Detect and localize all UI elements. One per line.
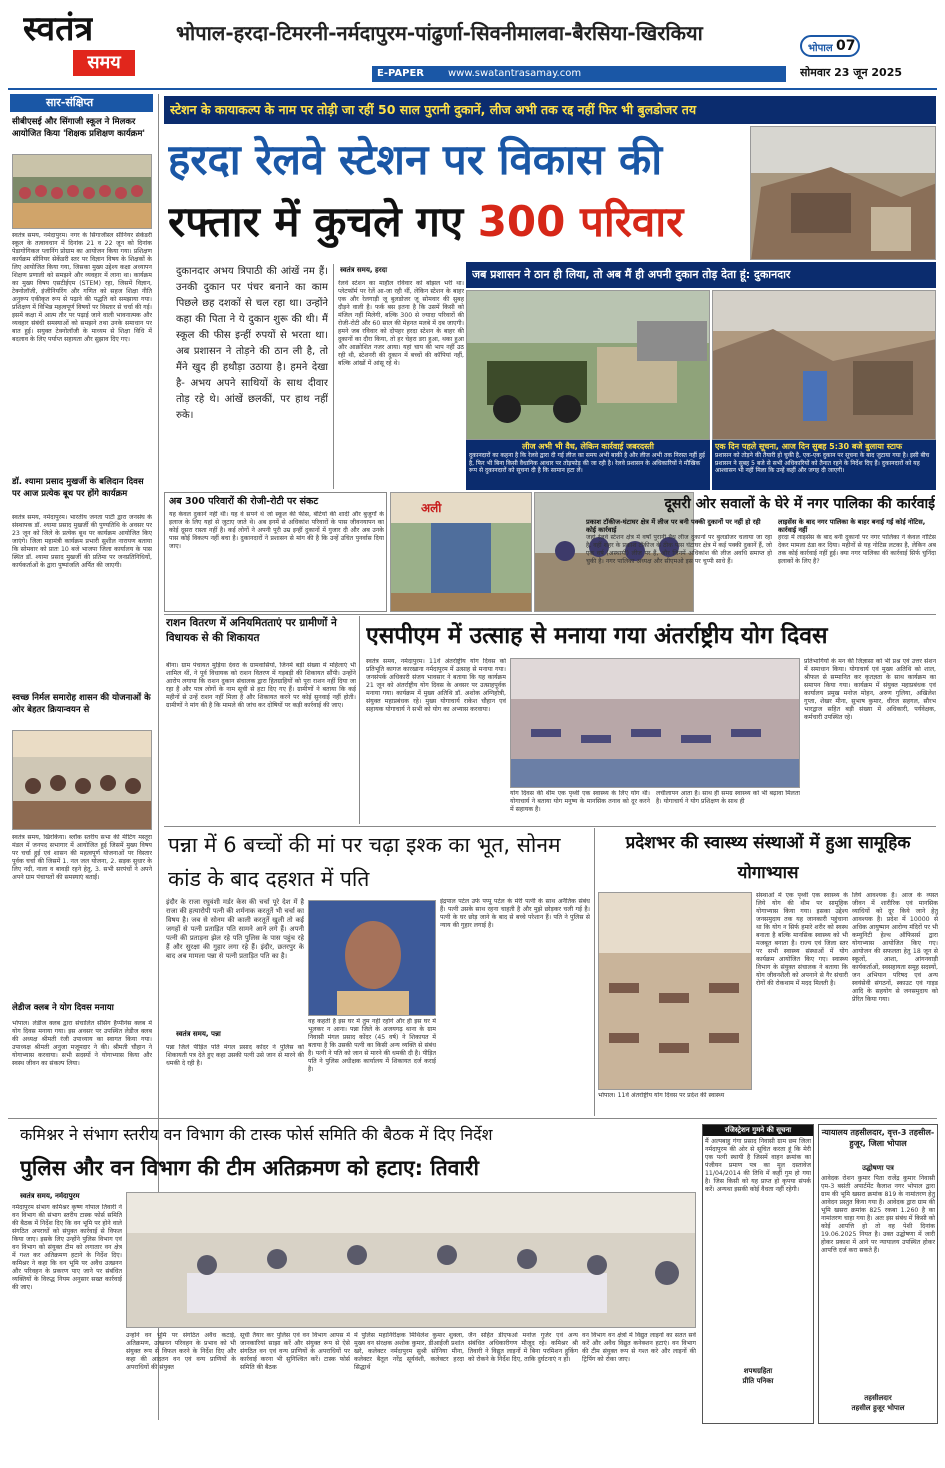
- sidebar-story-3-body: स्वतंत्र समय, खिरकिया। ब्लॉक स्तरीय सभा की मीटिंग मस्तूरा मंडल में जनपद सभागार में आयोजित हुई जिसमें मुख्य विषय पर चर्चा हुई एवं शासन की महत्वपूर्ण योजनाओं पर विस्तार पूर्वक चर्चा की जिसमें 1. नल जल योजना, 2. सड़क सुधार के लिए नदी, नाला व बावड़ी रहने हेतु, 3. सभी सरपंचों ने अपने अपने ग्राम पंचायतों की समस्याएं बताईं।: [12, 834, 152, 881]
- livelihood-body: यह केवल दुकानें नहीं थीं। यह वे सपने थे जो स्कूल की फीस, बेटियों की शादी और बुजुर्गों के इलाज के लिए यहां से जुटाए जाते थे। अब इनमें से अधिकांश परिवारों के पास जीवनयापन का कोई दूसरा रास्ता नहीं है। कई लोगों ने अपनी पूरी उम्र इन्हीं दुकानों में गुजार दी और अब उनके पास कोई विकल्प नहीं बचा है। दुकानदारों ने प्रशासन से मांग की है कि उन्हें उचित पुनर्वास दिया जाए।: [169, 511, 384, 550]
- page-number: 07: [836, 38, 856, 54]
- bulldozer-photo-image: [467, 291, 710, 440]
- livelihood-headline: अब 300 परिवारों की रोजी-रोटी पर संकट: [169, 496, 319, 507]
- panna-body-4: इंद्रपाल पटेल उर्फ पप्पू पटेल के मेरी पत्नी के साथ अनैतिक संबंध हैं। पत्नी उसके साथ रहना चाहती है और मुझे छोड़कर चली गई है। पत्नी के घर छोड़ जाने के बाद से बच्चे परेशान हैं। पति ने पुलिस से न्याय की गुहार लगाई है।: [440, 898, 590, 929]
- lead-photo-top: [750, 126, 936, 260]
- forest-photo: [126, 1192, 696, 1328]
- municipality-col-2-head: लाइसेंस के बाद नगर पालिका के बाहर बनाई गईं कोई नोटिस, कार्रवाई नहीं: [778, 518, 926, 534]
- edition-box: [800, 35, 860, 57]
- panna-photo: [308, 900, 436, 1016]
- livelihood-box: [164, 492, 387, 612]
- municipality-col-2-body: हरदा में लाइसेंस के बाद बनी दुकानों पर नगर पालिका ने केवल नोटिस देकर मामला ठंडा कर दिया। महीनों से यह नोटिस लटका है, लेकिन अब तक कोई कार्रवाई नहीं हुई। क्या नगर पालिका की कार्रवाई सिर्फ चुनिंदा इलाकों के लिए है?: [778, 534, 936, 565]
- lead-photo-banner-text: जब प्रशासन ने ठान ही लिया, तो अब मैं ही अपनी दुकान तोड़ देता हूं: दुकानदार: [472, 268, 791, 281]
- notice-headline: रजिस्ट्रेशन गुमने की सूचना: [703, 1125, 813, 1136]
- section-divider-3: [8, 1118, 937, 1119]
- caption-2-text: प्रशासन को तोड़ने की तैयारी हो चुकी है, एक-एक दुकान पर सूचना के बाद जुटाया गया है। इसी बीच प्रशासन ने सुबह 5 बजे से सभी अधिकारियों को तैनात रहने के निर्देश दिए हैं। दुकानदारों को यह आश्वासन भी नहीं मिला कि उन्हें कहीं और जगह दी जाएगी।: [715, 452, 930, 474]
- sidebar-header: सार-संक्षिप्त: [10, 94, 153, 112]
- yoga-hall-photo-image: [511, 659, 800, 788]
- city-list: भोपाल-हरदा-टिमरनी-नर्मदापुरम-पांढुर्णा-सिवनीमालवा-बैरसिया-खिरकिया: [176, 21, 703, 45]
- registration-notice: [702, 1124, 814, 1424]
- court-sign-1: तहसीलदार: [864, 1394, 892, 1402]
- health-col-2: लिये आवश्यक है। आज के व्यस्त जीवन में शारीरिक एवं मानसिक व्याधियों को दूर किये जाने हेतु आवश्यक है। प्रदेश में 10000 से अधिक आयुष्मान आरोग्य मंदिरों पर भी कम्युनिटी हेल्थ ऑफिसर्स द्वारा योगाभ्यास आयोजित किए गए। आयोजन की सफलता हेतु 18 जून से स्कूलों, आशा, आंगनवाड़ी कार्यकर्ताओं, स्वसहायता समूह सदस्यों, जन अभियान परिषद एवं अन्य स्वयंसेवी संगठनों, स्काउट एवं गाइड आदि के सहयोग से जनसमुदाय को प्रेरित किया गया।: [852, 892, 938, 1003]
- health-body: संस्थाओं में एक पृथ्वी एक स्वास्थ्य के लिये योग की थीम पर सामूहिक योगाभ्यास किया गया। इसका उद्देश्य जनसमुदाय तक यह जानकारी पहुंचाना था कि योग न सिर्फ हमारे शरीर को स्वस्थ बनाता है बल्कि मानसिक स्वास्थ्य को भी मजबूत बनाता है। राज्य एवं जिला स्तर पर सभी स्वास्थ्य संस्थाओं में योग कार्यक्रम आयोजित किए गए। स्वास्थ्य विभाग के संयुक्त संचालक ने बताया कि योग जीवनशैली को अपनाने से गैर संचारी रोगों की रोकथाम में मदद मिलती है।: [756, 892, 848, 987]
- yoga-body: स्वतंत्र समय, नर्मदापुरम। 11वें अंतर्राष्ट्रीय योग दिवस को प्रतिभूति कागज कारखाना नर्मदापुरम में उत्साह से मनाया गया। जनसंपर्क अधिकारी संजय भावसार ने बताया कि यह कार्यक्रम 21 जून को अंतर्राष्ट्रीय योग दिवस के अवसर पर उत्साहपूर्वक मनाया गया। कार्यक्रम में मुख्य अतिथि डॉ. अशोक अग्निहोत्री, संयुक्त महाप्रबंधक रहे। मुख्य योगाचार्य राकेश चौहान एवं सहायक योगाचार्य ने सभी को योग का अभ्यास करवाया।: [366, 658, 506, 713]
- website-link[interactable]: www.swatantrasamay.com: [448, 68, 582, 79]
- caption-1-text: दुकानदारों का कहना है कि रेलवे द्वारा दी गई लीज का समय अभी बाकी है और लीज अभी तक निरस्त नहीं हुई है, फिर भी बिना किसी वैधानिक आधार पर तोड़फोड़ की जा रही है। रेलवे प्रशासन के अधिकारियों ने मौखिक रूप से दुकानदारों को सूचना दी है कि सामान हटा लें।: [469, 452, 705, 474]
- lead-byline: स्वतंत्र समय, हरदा: [340, 266, 388, 274]
- ration-divider: [359, 616, 360, 824]
- sidebar-story-1-headline: सीबीएसई और सिंगाजी स्कूल ने मिलकर आयोजित किया 'शिक्षक प्रशिक्षण कार्यक्रम': [12, 117, 146, 139]
- municipality-col-1-body: जहां रेलवे स्टेशन क्षेत्र में वर्षों पुरानी वैध लीज दुकानों पर बुलडोजर चलाया जा रहा है, वहीं शहर के प्रकाश टॉकीज के ठीक पास घंटाघर क्षेत्र में कई पक्की दुकानें हैं, जो एक वर्ष (अस्थायी) लीज पर हैं, और जिनमें अधिकांश की लीज अवधि समाप्त हो चुकी है। नगर पालिका अध्यक्ष और सीएमओ इस पर चुप्पी साधे हैं।: [586, 534, 772, 565]
- court-headline: न्यायालय तहसीलदार, वृत्त-3 तहसील-हुजूर, जिला भोपाल: [821, 1128, 935, 1148]
- shop-sign: अली: [421, 501, 442, 515]
- panna-divider: [594, 828, 595, 1116]
- panna-body-1: इंदौर के राजा रघुवंशी मर्डर केस की चर्चा पूरे देश में है राजा की हत्यारोपी पत्नी की शर्मनाक करतूतें भी चर्चा का विषय है। जब से सोनम की काली करतूतें खुली तो कई जगहों से पत्नी प्रताड़ित पति सामने आने लगे हैं। अपनी पत्नी की प्रताड़ना झेल रहे पति पुलिस के पास पहुंच रहे हैं और सुरक्षा की गुहार लगा रहे हैं। इंदौर, छतरपुर के बाद अब मामला पन्ना से पत्नी प्रताड़ित पति का है।: [166, 898, 304, 960]
- municipality-col-1-head: प्रकाश टॉकीज-घंटाघर क्षेत्र में लीज पर बनी पक्की दुकानों पर नहीं हो रही कोई कार्रवाई: [586, 518, 761, 534]
- sidebar-story-1-photo: [12, 154, 152, 229]
- lead-body: रेलवे स्टेशन का माहौल रविवार को बोझल भरी था। प्लेटफॉर्म पर रेलें आ-जा रही थीं, लेकिन स्टेशन के बाहर एक और रेलगाड़ी जू बुलडोजर जू सोमवार की सुबह दौड़ने वाली है। फर्क बस इतना है कि उसमें किसी को मंजिल नहीं मिलेगी, बल्कि 300 से ज्यादा परिवारों की रोजी-रोटी और 60 साल की मेहनत मलबे में दब जाएगी। हमने जब रविवार को दोपहर हरदा स्टेशन के बाहर की दुकानों का दौरा किया, तो हर चेहरा डरा हुआ, थका हुआ और आक्रोशित नजर आया। यहां चाय की भाप नहीं उठ रही थी, स्टेशनरी की दुकान में बच्चों की कॉपियां नहीं, बल्कि आंखों में आंसू रहे थे।: [338, 280, 464, 367]
- lead-photo-caption-2: [712, 440, 936, 490]
- panna-body-3: वह कहती है इस घर में तुम नहीं रहोगे और ही इस घर में भूलकर न आना। पन्ना जिले के अजयगढ़ थाना के ग्राम निवासी मंगल प्रसाद कोंदर (45 वर्ष) ने शिकायत में बताया है कि उसकी पत्नी का किसी अन्य व्यक्ति से संबंध है। पत्नी ने पति को जान से मारने की धमकी दी है। पीड़ित पति ने पुलिस अधीक्षक कार्यालय में शिकायत दर्ज कराई है।: [308, 1018, 436, 1073]
- masthead: [0, 0, 945, 88]
- yoga-photo: [510, 658, 800, 788]
- lead-headline-2b: 300 परिवार: [477, 197, 684, 246]
- court-notice: [818, 1124, 938, 1424]
- sidebar-story-4-headline: लेडीज क्लब ने योग दिवस मनाया: [12, 1003, 114, 1013]
- lead-quote: दुकानदार अभय त्रिपाठी की आंखें नम हैं। उनकी दुकान पर पंचर बनाने का काम पिछले छह दशकों से चल रहा था। उन्होंने कहा की पिता ने ये दुकान शुरू की थी। मैं स्कूल की फीस इन्हीं रुपयों से भरता था। अब प्रशासन ने तोड़ने की ठान ली है, तो मैंने खुद ही हथौड़ा उठाया है। हमने देखा है- अभय अपने साथियों के साथ दीवार तोड़ रहे थे। आंखें छलकीं, पर हाथ नहीं रुके।: [176, 266, 328, 421]
- shopfront-photo-image: [391, 493, 532, 612]
- lead-headline-2a: रफ्तार में कुचले गए: [168, 197, 478, 246]
- health-caption: भोपाल। 11वें अंतर्राष्ट्रीय योग दिवस पर प्रदेश की स्वास्थ्य: [598, 1092, 725, 1099]
- logo-top: स्वतंत्र: [23, 10, 94, 48]
- group-photo-image: [13, 155, 152, 229]
- ration-body: बीना। ग्राम पंचायत मुड़िया देवरा के ग्रामवासियों, जिनमें बड़ी संख्या में महिलाएं भी शामिल थीं, ने पूर्व विधायक को राशन वितरण में गड़बड़ी की शिकायत सौंपी। उन्होंने आरोप लगाया कि राशन दुकान संचालक द्वारा हितग्राहियों को पूरा राशन नहीं दिया जा रहा है और पात्र लोगों के नाम सूची से हटा दिए गए हैं। ग्रामीणों ने बताया कि कई महीनों से उन्हें राशन नहीं मिला है और शिकायत करने पर कोई सुनवाई नहीं होती। ग्रामीणों ने मांग की है कि मामले की जांच कर दोषियों पर कड़ी कार्रवाई की जाए।: [166, 662, 356, 709]
- forest-body-6: वन विभाग वन क्षेत्रों में विद्युत लाइनों का सतत सर्वे करें और अवैध विद्युत कनेक्शन हटाएं। वन विभाग की टीम संयुक्त रूप से गश्त करे और लाइनों की ट्रिपिंग को रोका जाए।: [582, 1332, 696, 1363]
- health-headline: प्रदेशभर की स्वास्थ्य संस्थाओं में हुआ सामूहिक योगाभ्यास: [625, 833, 911, 883]
- sidebar-story-3-photo: [12, 730, 152, 830]
- broken-shop-photo-image: [713, 291, 936, 440]
- yoga-mid-column: लचीलापन आता है। साथ ही समग्र स्वास्थ्य को भी बढ़ावा मिलता है। योगाचार्य ने योग प्रशिक्षण के साथ ही: [656, 790, 800, 805]
- forest-body-2: उन्होंने वन भूमि पर संगठित अवैध कटाई, अतिक्रमण, उत्खनन परिवहन के प्रभाव को भी संयुक्त रूप से विफल करने के निर्देश दिए और कहा की आदतन वन एवं वन्य प्राणियों के अपराधियों की संयुक्त: [126, 1332, 236, 1371]
- forest-body-4: में पुलिस महानिरीक्षक मिथिलेश कुमार शुक्ला, मुख्य वन संरक्षक अशोक कुमार, डीआईजी प्रशांत खरे, कलेक्टर नर्मदापुरम सुश्री सोनिया मीना, कलेक्टर बैतूल नरेंद्र सूर्यवंशी, कलेक्टर हरदा सिद्धार्थ: [354, 1332, 464, 1371]
- forest-headline: पुलिस और वन विभाग की टीम अतिक्रमण को हटाए: तिवारी: [20, 1156, 479, 1180]
- meeting-room-photo-image: [127, 1193, 696, 1328]
- caption-1-headline: लीज अभी भी वैध, लेकिन कार्रवाई जबरदस्ती: [522, 442, 654, 451]
- caption-2-headline: एक दिन पहले सूचना, आज दिन सुबह 5:30 बजे बुलाया स्टाफ: [715, 442, 903, 451]
- municipality-col-1: [586, 518, 772, 612]
- court-subheading: उद्घोषणा पत्र: [862, 1164, 894, 1172]
- panna-headline: पन्ना में 6 बच्चों की मां पर चढ़ा इश्क का भूत, सोनम कांड के बाद दहशत में पति: [168, 833, 561, 891]
- sidebar-story-1-body: स्वतंत्र समय, नर्मदापुरम। नगर के सिंगाजीस्ल सीनियर सेकेंडरी स्कूल के तत्वावधान में दिनांक 21 व 22 जून को दिनांक पेडागोगिकल प्लानिंग प्रोग्राम का आयोजन किया गया। प्रशिक्षण कार्यक्रम सीनियर सेकेंडरी स्तर पर विज्ञान विषय के शिक्षकों के लिए आयोजित किया गया, जिसका मुख्य उद्देश्य कक्षा अध्यापन शिक्षण प्रणाली को समझने और व्यवहार में लाना था। कार्यक्रम का मुख्य विषय एसटीईएम (STEM) रहा, जिसमें विज्ञान, टेक्नोलॉजी, इंजीनियरिंग और गणित को सहज शिक्षा नीति अनुरूप एकीकृत रूप से पढ़ाने की पद्धति को समझाया गया। प्रशिक्षण में विभिन्न महत्वपूर्ण विषयों पर विस्तार से चर्चा की गई। इसमें कक्षा में आत्म तौर पर पढ़ाई जाने वाली भावनात्मक और व्यवहार संबंधी समस्याओं को समझने तथा उनके समाधान पर बात हुई। सयुक्त टेक्नोलॉजी के माध्यम से शिक्षा विधि में बदलाव के लिए पर्याप्त सहायता और सुझाव दिए गए।: [12, 232, 152, 343]
- panna-body-2: पन्ना जिले पीड़ित पति मंगल प्रसाद कोंदर ने पुलिस को शिकायती पत्र देते हुए कहा उसकी पत्नी उसे जान से मारने की धमकी दे रही है।: [166, 1044, 304, 1067]
- shop-photo: [390, 492, 532, 612]
- notice-name: प्रीति पनिका: [742, 1377, 774, 1385]
- yoga-right-column: प्रतिभागियों के मन की जिज्ञासा को भी प्रश्न एवं उत्तर सेशन में समाधान किया। योगाचार्य एवं मुख्य अतिथि को शाल, श्रीफल से सम्मानित कर कृतज्ञता के साथ कार्यक्रम का समापन किया गया। कार्यक्रम में संयुक्त महाप्रबंधक एवं कार्यालय प्रमुख मनोज मोहन, अरुण गुलिया, अखिलेश गुप्ता, शेखर मीना, सुभाष कुमार, धीरज सहगल, सौरभ भारद्वाज सहित बड़ी संख्या में अधिकारी, पर्यवेक्षक, कर्मचारी उपस्थित रहे।: [804, 658, 936, 721]
- notice-body: मैं अल्पबाहु गंगा प्रसाद निवासी ग्राम छम जिला नर्मदापुरम की ओर से सूचित करता हूं कि मेरी एक पत्नी स्थायी है जिसमें वाहन क्रमांक का पंजीयन प्रमाण पत्र का मूल दस्तावेज 11/04/2014 की तिथि में कहीं गुम हो गया है। जिस किसी को यह प्राप्त हो कृपया संपर्क करें। अन्यथा इसकी कोई वैधता नहीं रहेगी।: [705, 1138, 811, 1193]
- edition-label: भोपाल: [808, 43, 833, 54]
- section-divider-1: [164, 614, 936, 615]
- logo-bottom: समय: [73, 50, 135, 76]
- sidebar-story-2-body: स्वतंत्र समय, नर्मदापुरम। भारतीय जनता पार्टी द्वारा जनसंघ के संस्थापक डॉ. श्यामा प्रसाद मुखर्जी की पुण्यतिथि के अवसर पर 23 जून को जिले के प्रत्येक बूथ पर कार्यक्रम आयोजित किए जाएंगे। जिला महामंत्री कार्यक्रम प्रभारी सुशील नारायण बताया कि सोमवार को प्रातः 10 बजे भाजपा जिला कार्यालय के पास स्थित डॉ. श्यामा प्रसाद मुखर्जी की प्रतिमा पर जनप्रतिनिधियों, कार्यकर्ताओं के द्वारा पुष्पांजलि अर्पित की जाएगी।: [12, 514, 152, 569]
- municipality-headline: दूसरी ओर सवालों के घेरे में नगर पालिका की कार्रवाई: [664, 496, 935, 512]
- lead-kicker: स्टेशन के कायाकल्प के नाम पर तोड़ी जा रहीं 50 साल पुरानी दुकानें, लीज अभी तक रद्द नहीं फिर भी बुलडोजर तय: [170, 102, 697, 117]
- logo: [15, 6, 155, 86]
- court-body: आवेदक रोशन कुमार पिता राजेंद्र कुमार निवासी एम-3 बसंती अपार्टमेंट कैलाश नगर भोपाल द्वारा ग्राम की भूमि खसरा क्रमांक 819 के नामांतरण हेतु आवेदन प्रस्तुत किया गया है। आवेदक द्वारा ग्राम की भूमि खसरा क्रमांक 825 रकबा 1.260 है का नामांतरण चाहा गया है। अतः इस संबंध में किसी को कोई आपत्ति हो तो वह पेशी दिनांक 19.06.2025 नियत है। उक्त उद्घोषणा में जारी होकर प्रकाश में आने पर न्यायालय उपस्थित होकर आपत्ति दर्ज करा सकते हैं।: [821, 1175, 935, 1254]
- yoga-headline: एसपीएम में उत्साह से मनाया गया अंतर्राष्ट्रीय योग दिवस: [366, 623, 828, 649]
- municipality-col-2: [778, 518, 936, 612]
- forest-body-3: सूची तैयार कर पुलिस एवं वन विभाग आपस में जानकारियां साझा करें और संयुक्त रूप से ऐसे संगठित वन एवं वन्य प्राणियों के अपराधियों पर कार्रवाई करना भी सुनिश्चित करें। टास्क फोर्स समिति की बैठक: [240, 1332, 350, 1371]
- forest-body-1: नर्मदापुरम संभाग कमिश्नर कृष्ण गोपाल तिवारी ने वन विभाग की संभाग स्तरीय टास्क फोर्स समिति की बैठक में निर्देश दिए कि वन भूमि पर होने वाले संगठित अपराधों को संयुक्त कार्रवाई से विफल किया जाए। इसके लिए उन्होंने पुलिस विभाग एवं वन विभाग को संयुक्त टीम को लगातार वन क्षेत्र में गश्त कर अतिक्रमण हटाने के निर्देश दिए। कमिश्नर ने कहा कि वन भूमि पर अवैध उत्खनन और परिवहन के प्रकरण पाए जाने पर संबंधित व्यक्तियों के विरुद्ध नियम अनुसार सख्त कार्रवाई की जाए।: [12, 1204, 122, 1291]
- demolition-photo-image: [751, 127, 936, 260]
- health-photo: [598, 892, 752, 1090]
- forest-byline: स्वतंत्र समय, नर्मदापुरम: [20, 1192, 80, 1200]
- lead-photo-main-left: [466, 290, 710, 440]
- forest-kicker: कमिश्नर ने संभाग स्तरीय वन विभाग की टास्क फोर्स समिति की बैठक में दिए निर्देश: [20, 1125, 493, 1144]
- hospital-yoga-photo-image: [599, 893, 752, 1090]
- section-divider-2: [164, 826, 936, 827]
- sidebar-story-2-headline: डॉ. श्यामा प्रसाद मुखर्जी के बलिदान दिवस पर आज प्रत्येक बूथ पर होंगे कार्यक्रम: [12, 477, 144, 499]
- epaper-label: E-PAPER: [377, 68, 424, 79]
- lead-headline-line2: [168, 192, 748, 252]
- sidebar-story-4-body: भोपाल। लेडीज क्लब द्वारा संचालित सेंसिंग हैप्पीनेस क्लब में योग दिवस मनाया गया। इस अवसर पर उपस्थित लेडीज क्लब की अध्यक्ष श्रीमती रंजी उपाध्याय का स्वागत किया गया। उपाध्यक्ष श्रीमती अनुजा मजूमदार ने की। श्रीमती चौहान ने योगाभ्यास करवाया। सभी सदस्यों ने योगाभ्यास किया और स्वस्थ जीवन का संकल्प लिया।: [12, 1020, 152, 1067]
- panna-byline: स्वतंत्र समय, पन्ना: [176, 1030, 221, 1038]
- masthead-divider: [8, 88, 937, 90]
- yoga-photo-caption: योग दिवस की थीम एक पृथ्वी एक स्वास्थ्य के लिए योग थी। योगाचार्य ने बताया योग मनुष्य के मानसिक तनाव को दूर करने में सहायक है।: [510, 790, 650, 813]
- sidebar-story-3-headline: स्वच्छ निर्मल समारोह शासन की योजनाओं के ओर बेहतर क्रियान्वयन से: [12, 693, 151, 715]
- notice-footer: शपथग्रहिता: [743, 1367, 773, 1375]
- forest-body-5: जैन सहित डीएफओ मनोज गुर्जर एवं अन्य संबंधित अधिकारीगण मौजूद रहे। कमिश्नर श्री तिवारी ने विद्युत लाइनों में बिना परमिशन हुकिंग को रोकने के निर्देश दिए, ताकि दुर्घटनाएं न हों।: [468, 1332, 578, 1363]
- ration-headline: राशन वितरण में अनियमितताएं पर ग्रामीणों ने विधायक से की शिकायत: [166, 617, 337, 644]
- meeting-photo-image: [13, 731, 152, 830]
- lead-photo-main-right: [712, 290, 936, 440]
- court-sign-2: तहसील हुजूर भोपाल: [851, 1404, 905, 1412]
- issue-date: सोमवार 23 जून 2025: [800, 66, 903, 79]
- quote-divider: [333, 264, 334, 489]
- man-portrait-photo-image: [309, 901, 436, 1016]
- lead-photo-caption-1: [466, 440, 710, 490]
- lead-headline-line1: हरदा रेलवे स्टेशन पर विकास की: [168, 135, 663, 184]
